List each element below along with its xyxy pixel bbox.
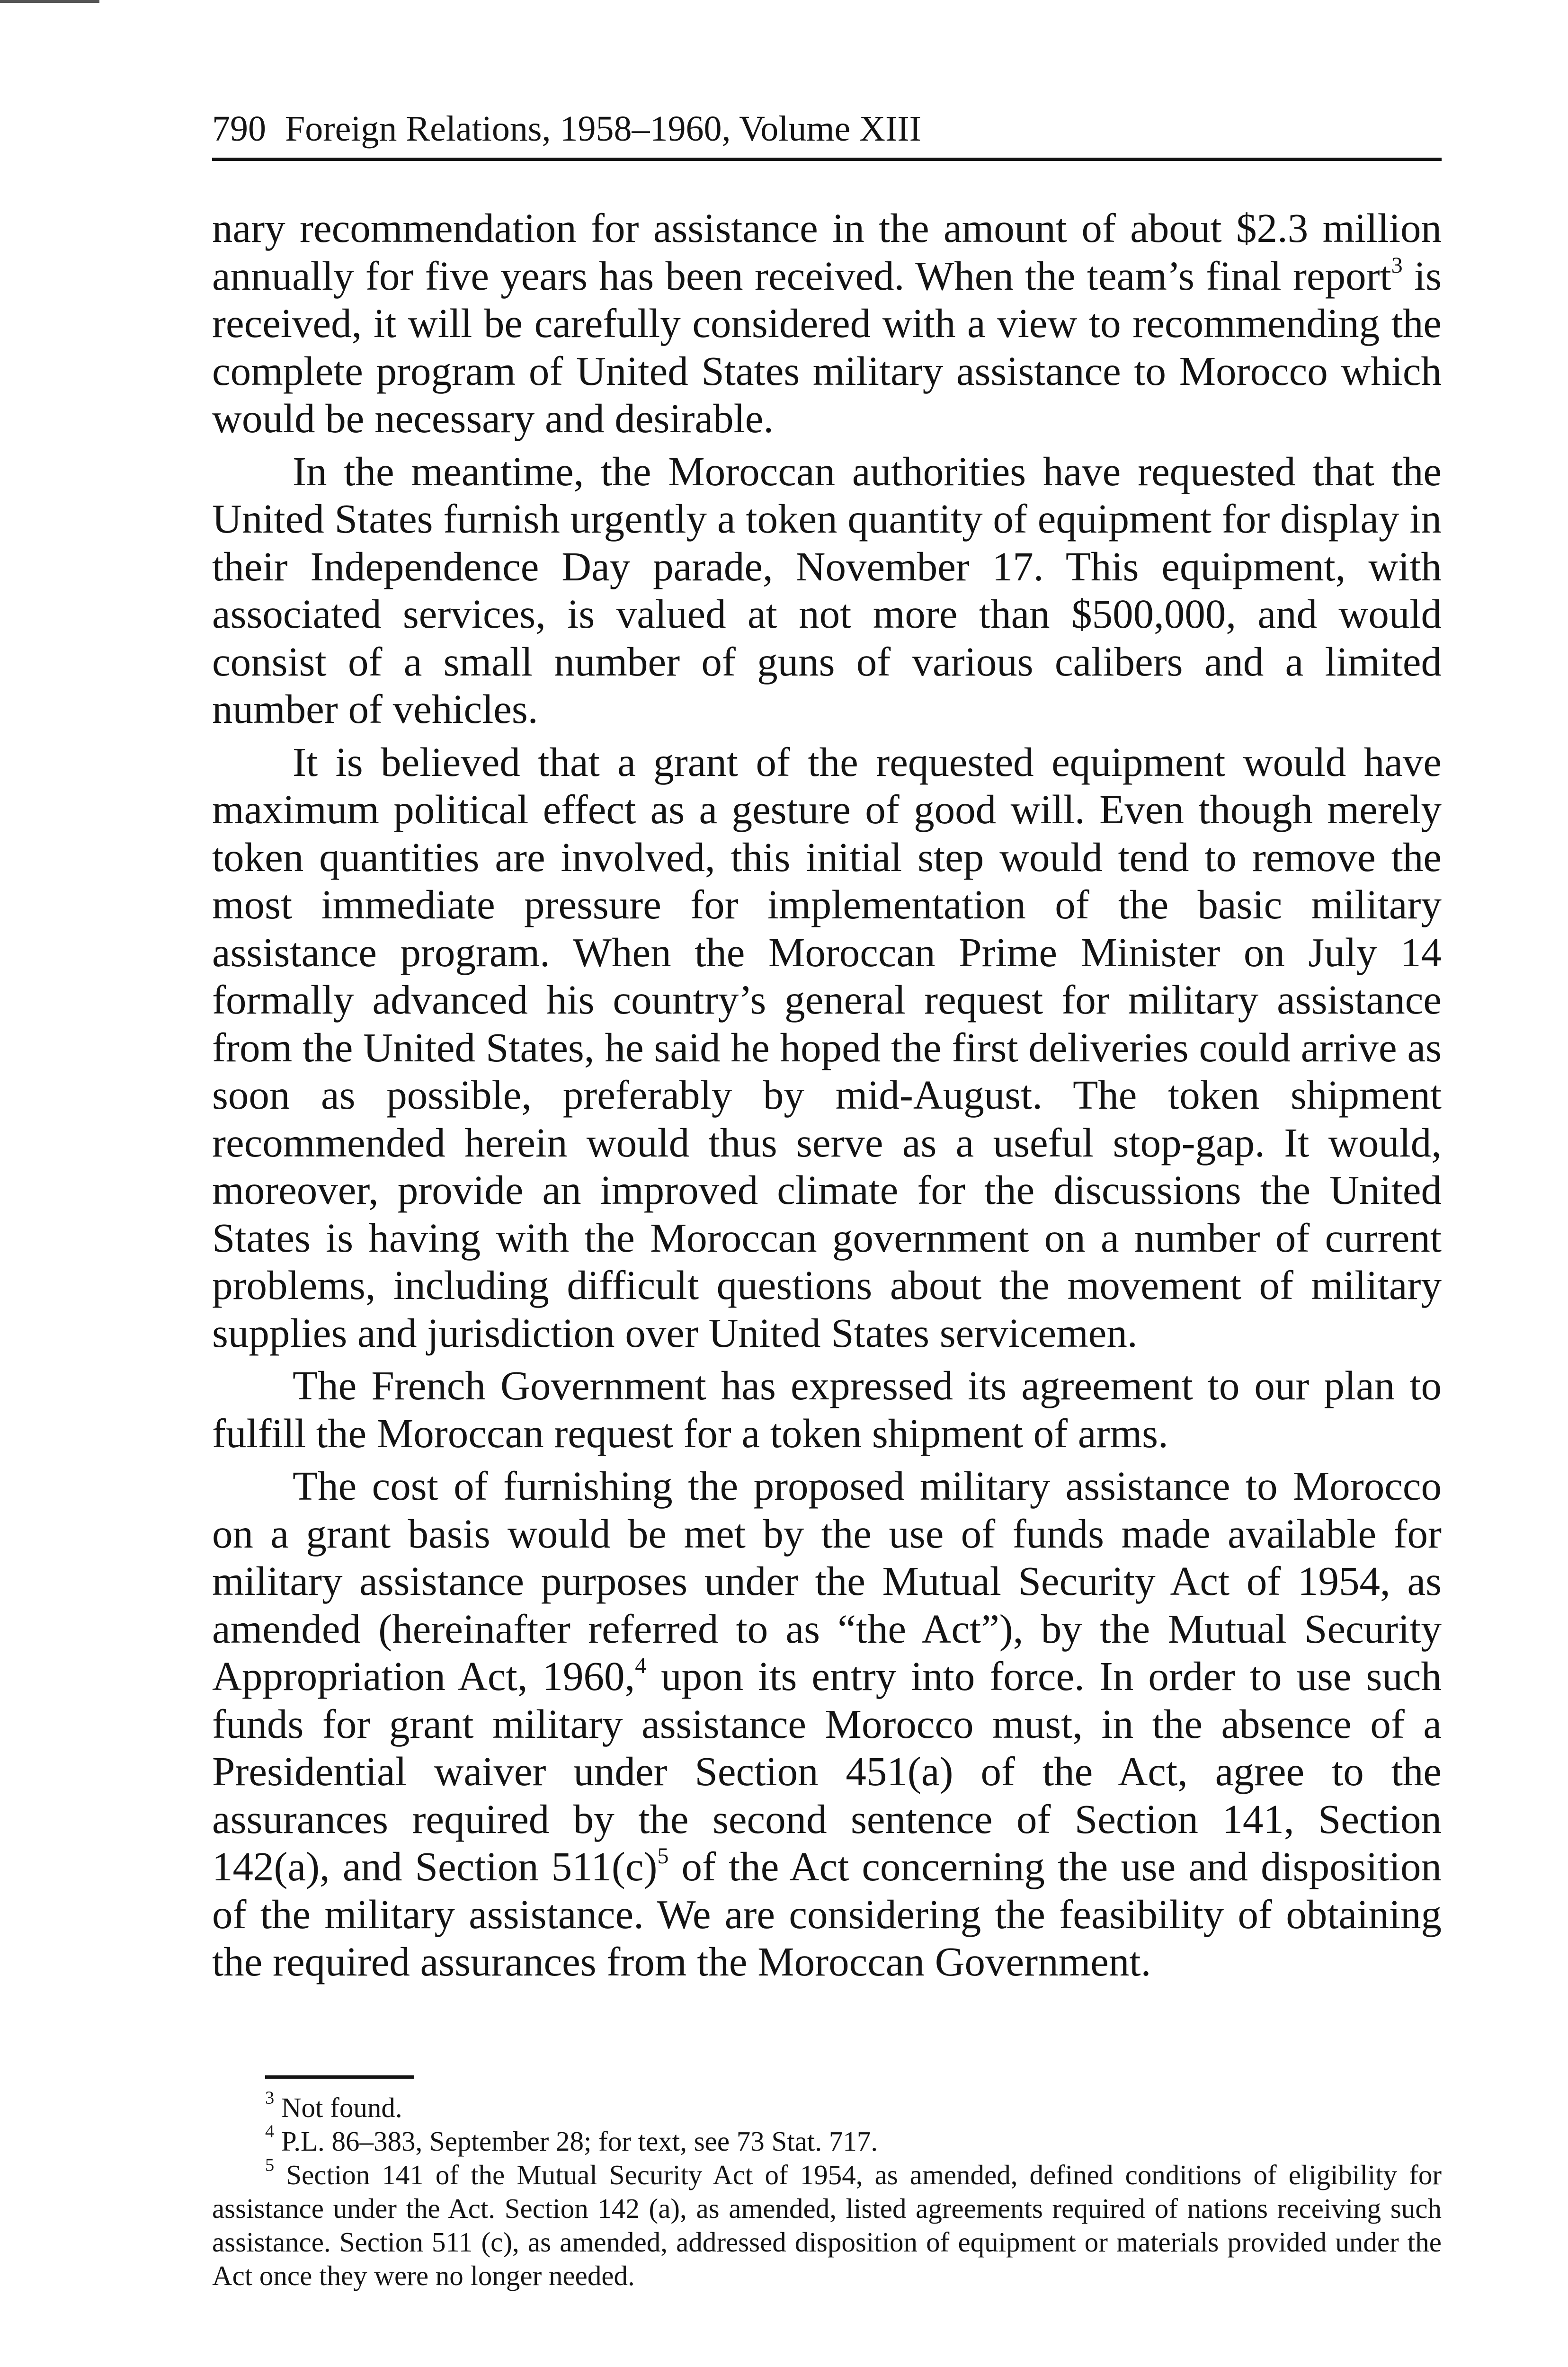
paragraph-5 (212, 1462, 1442, 1986)
footnote-number: 5 (265, 2155, 275, 2175)
footnote-text: Not found. (281, 2092, 402, 2123)
paragraph-3: It is believed that a grant of the requested equipment would have maximum political effect as a gesture of good will. Even though merely token quantities are involved, this initial step would tend to remove the most immediate pressure for implementation of the basic military assistance program. When the Moroccan Prime Minister on July 14 formally advanced his country’s general request for military assistance from the United States, he said he hoped the first deliveries could arrive as soon as possible, preferably by mid-August. The token shipment recommended herein would thus serve as a useful stop-gap. It would, moreover, provide an improved climate for the discussions the United States is having with the Moroccan government on a number of current problems, including difficult questions about the movement of military supplies and jurisdiction over United States servicemen. (212, 739, 1442, 1356)
footnote-number: 4 (265, 2121, 275, 2142)
footnote-number: 3 (265, 2088, 275, 2108)
footnote-ref-3: 3 (1391, 252, 1403, 278)
paragraph-1 (212, 205, 1442, 443)
paragraph-1-text-a: nary recommendation for assistance in the amount of about $2.3 million annually for five years has been received. When the team’s final report (212, 205, 1442, 299)
footnote-text: Section 141 of the Mutual Security Act of 1954, as amended, defined conditions of eligibility for assistance under the Act. Section 142 (a), as amended, listed agreements required of nations receiving such assistance. Section 511 (c), as amended, addressed disposition of equipment or materials provided under the Act once they were no longer needed. (212, 2159, 1442, 2291)
paragraph-5-text-b: upon its entry into force. In order to use such funds for grant military assistance Morocco must, in the absence of a Presidential waiver under Section 451(a) of the Act, agree to the assurances required by the second sentence of Section 141, Section 142(a), and Section 511(c) (212, 1653, 1442, 1889)
paragraph-1-text-b: is received, it will be carefully considered with a view to recommending the complete program of United States military assistance to Morocco which would be necessary and desirable. (212, 252, 1442, 441)
footnotes (212, 2088, 1442, 2293)
scan-edge-line (0, 0, 99, 3)
paragraph-5-text-c: of the Act concerning the use and disposition of the military assistance. We are considering the feasibility of obtaining the required assurances from the Moroccan Government. (212, 1843, 1442, 1984)
footnote-5 (212, 2155, 1442, 2293)
paragraph-5-text-a: The cost of furnishing the proposed military assistance to Morocco on a grant basis would be met by the use of funds made available for military assistance purposes under the Mutual Security Act of 1954, as amended (hereinafter referred to as “the Act”), by the Mutual Security Appropriation Act, 1960, (212, 1463, 1442, 1699)
footnote-divider (265, 2075, 414, 2079)
main-text (212, 205, 1442, 1986)
footnote-text: P.L. 86–383, September 28; for text, see 73 Stat. 717. (281, 2126, 878, 2157)
footnote-ref-4: 4 (635, 1653, 647, 1679)
running-title: Foreign Relations, 1958–1960, Volume XIII (285, 109, 921, 149)
footnote-4 (212, 2121, 1442, 2158)
paragraph-2: In the meantime, the Moroccan authorities have requested that the United States furnish urgently a token quantity of equipment for display in their Independence Day parade, November 17. This equipment, with associated services, is valued at not more than $500,000, and would consist of a small number of guns of various calibers and a limited number of vehicles. (212, 448, 1442, 732)
paragraph-4: The French Government has expressed its agreement to our plan to fulfill the Moroccan request for a token shipment of arms. (212, 1362, 1442, 1456)
footnote-3 (212, 2088, 1442, 2125)
running-header (212, 105, 1442, 161)
footnote-ref-5: 5 (657, 1843, 669, 1869)
page-number: 790 (212, 109, 266, 149)
